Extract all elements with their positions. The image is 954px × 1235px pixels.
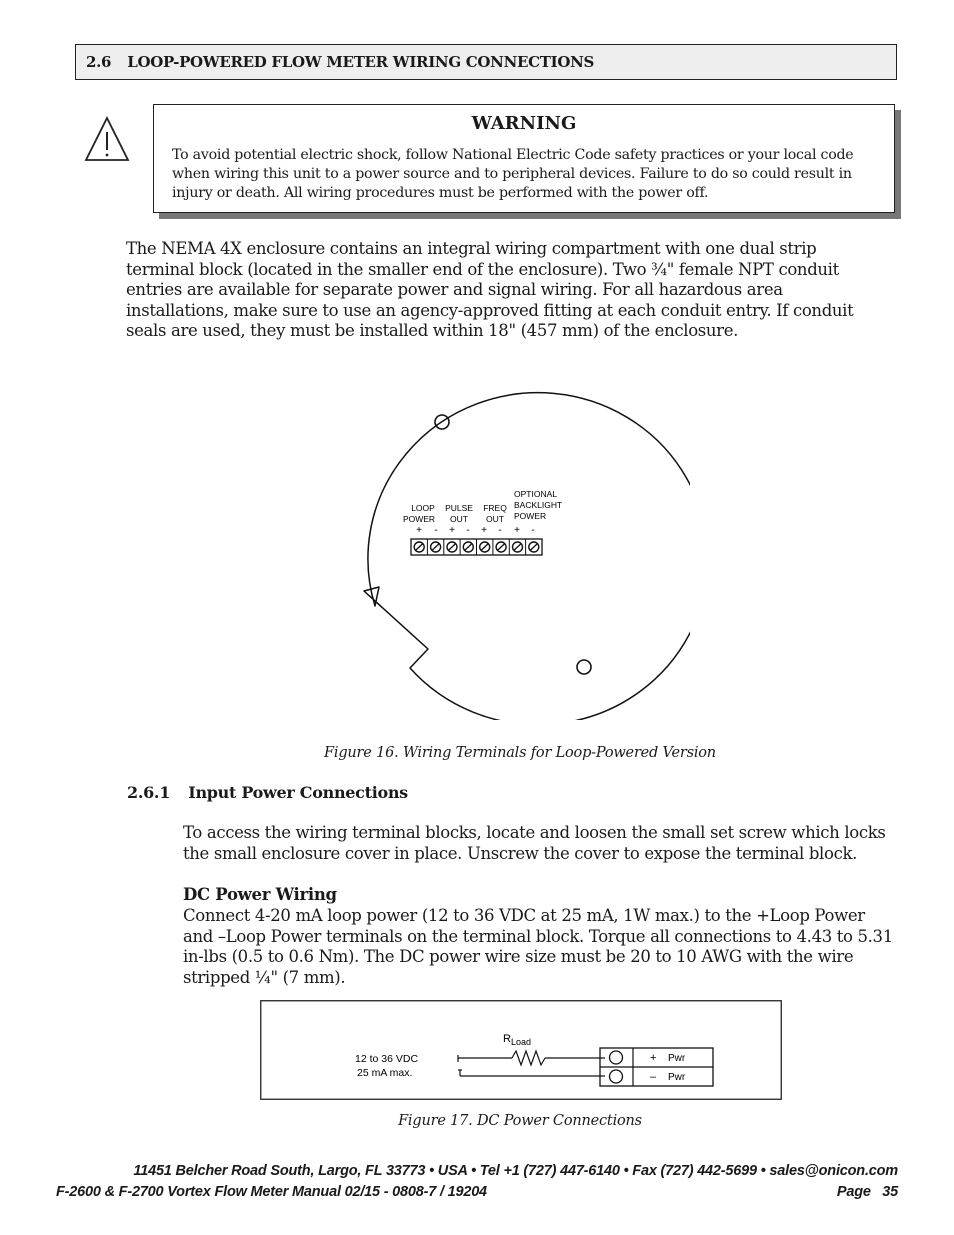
- figure-17-frame: [261, 1001, 782, 1100]
- mounting-hole-bottom: [577, 660, 591, 674]
- figure-17-caption: Figure 17. DC Power Connections: [398, 1113, 642, 1129]
- figure-16-caption: Figure 16. Wiring Terminals for Loop-Powered Version: [324, 745, 716, 761]
- terminal-minus-label: Pwr: [668, 1072, 686, 1083]
- section-number: 2.6: [86, 53, 112, 71]
- page-label: Page: [836, 1184, 871, 1200]
- polarity-6: -: [498, 525, 502, 536]
- dc-power-heading: DC Power Wiring: [183, 885, 337, 904]
- polarity-3: +: [449, 525, 455, 536]
- access-paragraph: To access the wiring terminal blocks, locate and loosen the small set screw which locks the small enclosure cover in place. Unscrew the cover to expose the terminal block.: [183, 823, 886, 863]
- subsection-heading: [127, 783, 408, 802]
- label-optional-line1: OPTIONAL: [514, 489, 557, 499]
- footer-manual-line: [56, 1184, 898, 1200]
- label-optional-line2: BACKLIGHT: [514, 500, 563, 510]
- polarity-8: -: [531, 525, 535, 536]
- polarity-4: -: [466, 525, 470, 536]
- label-freq-line2: OUT: [486, 514, 504, 524]
- wiring-terminal-diagram: [330, 370, 690, 720]
- polarity-5: +: [481, 525, 487, 536]
- footer-manual: F-2600 & F-2700 Vortex Flow Meter Manual 02/15 - 0808-7 / 19204: [56, 1184, 487, 1200]
- warning-triangle-icon: [84, 116, 130, 162]
- terminal-minus-sign: –: [650, 1071, 657, 1083]
- label-optional-line3: POWER: [514, 511, 547, 521]
- supply-voltage-label: 12 to 36 VDC: [355, 1053, 419, 1065]
- terminal-plus-label: Pwr: [668, 1053, 686, 1064]
- subsection-title: Input Power Connections: [188, 783, 408, 802]
- warning-text: To avoid potential electric shock, follow National Electric Code safety practices or your local code when wiring this unit to a power source and to peripheral devices. Failure to do so could result in injury or death. All wiring procedures must be performed with the power off.: [172, 147, 854, 201]
- polarity-7: +: [514, 525, 520, 536]
- page-number: 35: [882, 1184, 898, 1200]
- supply-current-label: 25 mA max.: [357, 1067, 413, 1079]
- footer-address: 11451 Belcher Road South, Largo, FL 33773 • USA • Tel +1 (727) 447-6140 • Fax (727) 442-5699 • sales@onicon.com: [133, 1163, 898, 1179]
- section-header: [75, 44, 897, 80]
- label-pulse-line2: OUT: [450, 514, 468, 524]
- label-loop-line2: POWER: [402, 514, 436, 524]
- polarity-1: +: [416, 525, 422, 536]
- subsection-number: 2.6.1: [127, 783, 171, 802]
- label-pulse-line1: PULSE: [445, 503, 473, 513]
- page-indicator: [837, 1184, 898, 1200]
- polarity-2: -: [434, 525, 438, 536]
- terminal-plus-sign: +: [650, 1052, 657, 1064]
- label-freq-line1: FREQ: [483, 503, 507, 513]
- rload-label: $R_{Load}$: [503, 1033, 531, 1047]
- warning-title: WARNING: [471, 113, 577, 134]
- intro-paragraph: The NEMA 4X enclosure contains an integral wiring compartment with one dual strip terminal block (located in the smaller end of the enclosure). Two ¾" female NPT conduit entries are available for separate power and signal wiring. For all hazardous area installations, make sure to use an agency-approved fitting at each conduit entry. If conduit seals are used, they must be installed within 18" (457 mm) of the enclosure.: [126, 239, 854, 341]
- dc-power-diagram: [260, 1000, 782, 1100]
- warning-box: [153, 104, 895, 213]
- enclosure-outline: [364, 393, 690, 720]
- dc-power-paragraph: Connect 4-20 mA loop power (12 to 36 VDC at 25 mA, 1W max.) to the +Loop Power and –Loop Power terminals on the terminal block. Torque all connections to 4.43 to 5.31 in-lbs (0.5 to 0.6 Nm). The DC power wire size must be 20 to 10 AWG with the wire stripped ¼" (7 mm).: [183, 906, 893, 987]
- label-loop-line1: LOOP: [411, 503, 435, 513]
- section-title: LOOP-POWERED FLOW METER WIRING CONNECTIONS: [127, 53, 595, 71]
